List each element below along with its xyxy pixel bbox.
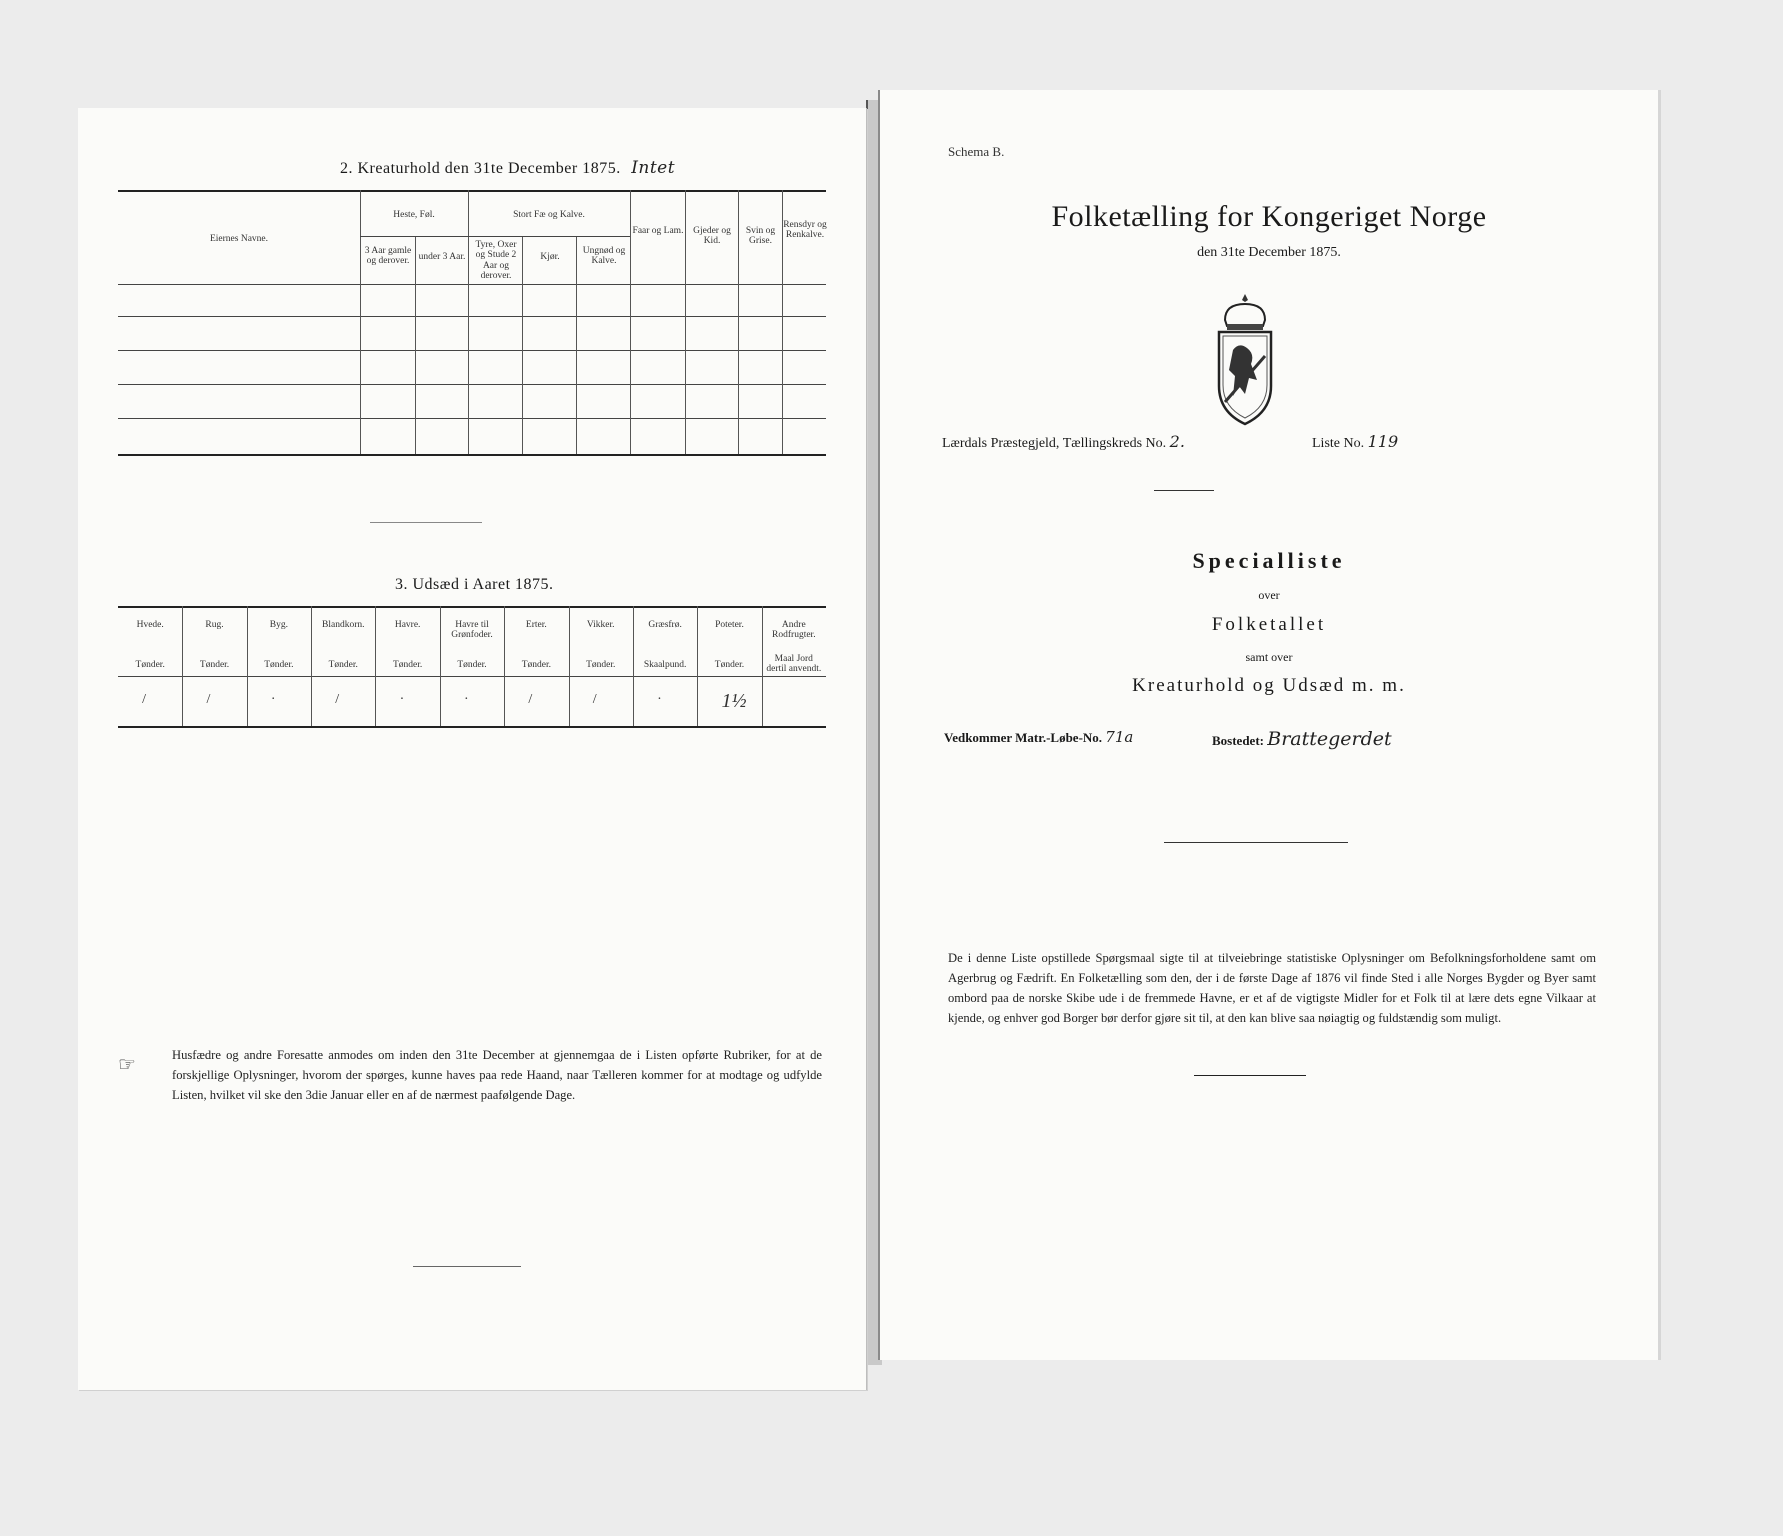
seed-value-3: · <box>270 692 276 707</box>
seed-value-10: 1½ <box>721 690 747 712</box>
seed-heading: 3. Udsæd i Aaret 1875. <box>395 576 554 593</box>
horses-3yr-header: 3 Aar gamle og derover. <box>364 246 412 267</box>
bosted-name: Brattegerdet <box>1267 728 1392 750</box>
seed-column-1-unit: Tønder. <box>135 660 165 670</box>
cattle-bulls-header: Tyre, Oxer og Stude 2 Aar og derover. <box>475 240 517 282</box>
seed-value-6: · <box>464 692 469 707</box>
livestock-heading: 2. Kreaturhold den 31te December 1875. Intet <box>340 158 676 178</box>
seed-value-9: · <box>657 692 662 707</box>
special-list-title: Specialliste <box>1192 548 1346 573</box>
seed-column-5-name: Havre. <box>394 620 421 630</box>
subtitle: Kreaturhold og Udsæd m. m. <box>1132 675 1406 696</box>
district-number: 2. <box>1169 432 1185 451</box>
seed-column-1-name: Hvede. <box>136 620 164 630</box>
coat-of-arms-icon <box>1205 290 1285 430</box>
seed-column-10-name: Poteter. <box>715 620 744 630</box>
bosted-line: Bostedet: Brattegerdet <box>1212 728 1392 750</box>
census-date: den 31te December 1875. <box>1197 245 1341 260</box>
seed-column-5-unit: Tønder. <box>392 660 423 670</box>
seed-column-9-unit: Skaalpund. <box>643 660 687 670</box>
seed-value-7: / <box>528 692 533 707</box>
seed-value-2: / <box>206 692 211 707</box>
seed-column-6-name: Havre til Grønfoder. <box>451 620 493 641</box>
mid-rule <box>1164 842 1348 843</box>
seed-value-1: / <box>142 692 147 707</box>
district-line: Lærdals Præstegjeld, Tællingskreds No. 2. <box>942 432 1185 451</box>
seed-value-5: · <box>399 692 405 707</box>
right-page <box>878 90 1661 1360</box>
over-text: over <box>1258 588 1280 602</box>
seed-column-6-unit: Tønder. <box>457 660 487 670</box>
separator <box>370 522 482 523</box>
explanation-paragraph: De i denne Liste opstillede Spørgsmaal sigte til at tilveiebringe statistiske Oplysninger om Befolkningsforholdene samt om Agerbrug og Fædrift. En Folketælling som den, der i de første Dage af 1876 vil finde Sted i alle Norges Bygder og Byer samt ombord paa de norske Skibe ude i de fremmede Havne, er et af de vigtigste Midler for et Folk til at lære dets egne Vilkaar at kjende, og enhver god Borger bør derfor gjøre sit til, at den kan blive saa nøiagtig og fuldstændig som muligt. <box>948 951 1596 1025</box>
cattle-cows-header: Kjør. <box>540 252 560 262</box>
cattle-young-header: Ungnød og Kalve. <box>582 246 626 267</box>
livestock-handwritten-note: Intet <box>631 158 676 178</box>
list-number: 119 <box>1367 432 1399 451</box>
seed-column-7-unit: Tønder. <box>521 660 551 670</box>
main-title: Folketælling for Kongeriget Norge <box>1051 200 1487 233</box>
horses-under3-header: under 3 Aar. <box>418 252 466 262</box>
sheep-header: Faar og Lam. <box>632 226 684 236</box>
schema-label: Schema B. <box>948 144 1005 159</box>
seed-value-8: / <box>592 692 597 707</box>
short-rule <box>1154 490 1214 491</box>
seed-column-3-unit: Tønder. <box>264 660 294 670</box>
samt-over-text: samt over <box>1245 650 1293 664</box>
goats-header: Gjeder og Kid. <box>693 226 731 247</box>
seed-column-2-unit: Tønder. <box>199 660 230 670</box>
owner-column-header: Eiernes Navne. <box>209 234 269 244</box>
left-page <box>78 108 867 1390</box>
notice-text: Husfædre og andre Foresatte anmodes om inden den 31te December at gjennemgaa de i Listen opførte Rubriker, for at de forskjellige Oplysninger, hvorom der spørges, kunne haves paa rede Haand, naar Tælleren kommer for at modtage og udfylde Listen, hvilket vil ske den 3die Januar eller en af de nærmest paafølgende Dage. <box>172 1048 822 1102</box>
cattle-header: Stort Fæ og Kalve. <box>513 210 585 220</box>
bottom-rule <box>1194 1075 1306 1076</box>
list-number-line: Liste No. 119 <box>1312 432 1399 451</box>
seed-column-7-name: Erter. <box>525 620 547 630</box>
seed-column-8-unit: Tønder. <box>586 660 616 670</box>
seed-value-4: / <box>335 692 340 707</box>
seed-column-8-name: Vikker. <box>586 620 615 630</box>
seed-column-10-unit: Tønder. <box>714 660 745 670</box>
horses-header: Heste, Føl. <box>393 210 435 220</box>
folketallet-text: Folketallet <box>1211 614 1327 635</box>
seed-column-11-unit: Maal Jord dertil anvendt. <box>766 654 822 675</box>
seed-column-4-name: Blandkorn. <box>322 620 365 630</box>
reindeer-header: Rensdyr og Renkalve. <box>783 220 827 241</box>
pigs-header: Svin og Grise. <box>745 226 776 247</box>
pointing-hand-icon: ☞ <box>118 1054 136 1076</box>
seed-column-4-unit: Tønder. <box>328 660 358 670</box>
seed-column-9-name: Græsfrø. <box>648 620 682 630</box>
matr-number: 71a <box>1105 728 1134 746</box>
bottom-separator <box>413 1266 521 1267</box>
seed-column-11-name: Andre Rodfrugter. <box>772 620 816 641</box>
seed-column-3-name: Byg. <box>269 620 288 630</box>
matr-line: Vedkommer Matr.-Løbe-No. 71a <box>944 728 1134 746</box>
seed-column-2-name: Rug. <box>205 620 224 630</box>
